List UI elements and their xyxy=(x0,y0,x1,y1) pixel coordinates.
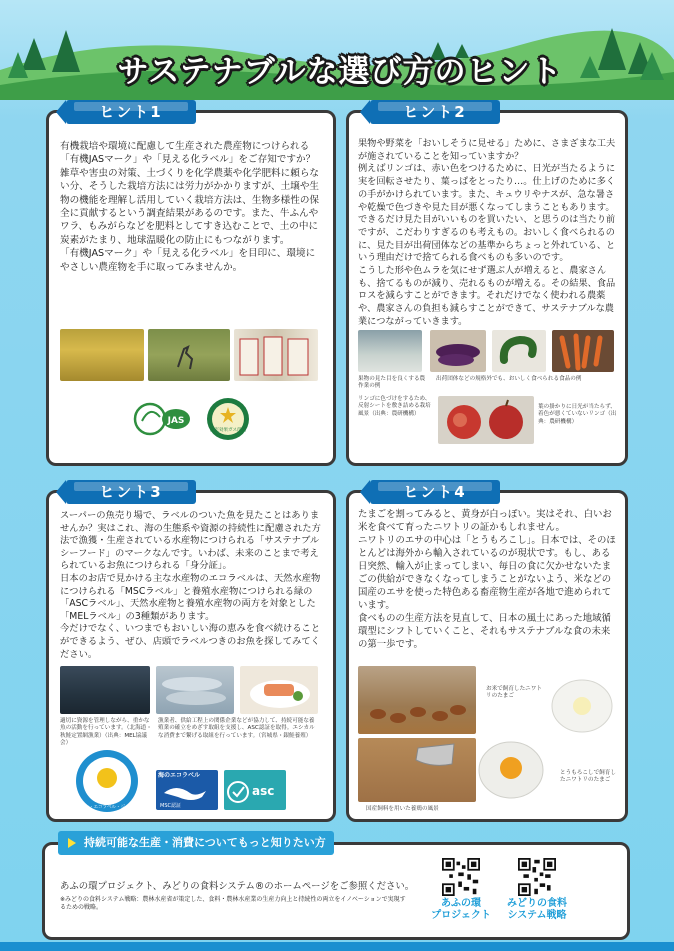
mieruka-mark-text: 温室効果ガス削減 xyxy=(210,428,246,433)
hint2-caption: 出荷団体などの規格外でも、おいしく食べられる食品の例 xyxy=(436,376,582,382)
hint2-paragraph: できるだけ見た目がいいものを買いたい、と思うのは当たり前ですが、こだわりすぎるのも考えもの。おいしく食べられるのに、見た目が出荷団体などの基準からちょっと外れている、という理由だけで捨てられる食べものも多いのです。 xyxy=(358,214,616,264)
msc-text: MSC認証 xyxy=(160,803,181,809)
hint3-paragraph: スーパーの魚売り場で、ラベルのついた魚を見たことはありませんか？実はこれ、海の生態系や資源の持続性に配慮された方法で漁獲・生産されている水産物につけられる「サステナブルシーフード」のマークなんです。いわば、未来のことまで考えられているお魚につけられる「身分証」。 xyxy=(60,510,321,572)
rice-egg-photo xyxy=(548,676,616,736)
eggplant-photo xyxy=(430,330,486,372)
apple-photo xyxy=(438,396,534,444)
fishing-boat-photo xyxy=(60,666,150,714)
hint3-caption: 適切に資源を管理しながら、重かな魚の活動を行っています。（北海道・秋鮭定置網漁業）（出典：MEL協議会） xyxy=(60,718,152,747)
hint4-paragraph: ニワトリのエサの中心は「とうもろこし」。日本では、そのほとんどは海外から輸入されているのが現状です。もし、ある日突然、輸入が止まってしまい、毎日の食に欠かせないたまごの供給ができなくなってしまうことがないよう、米などの国産のエサを使った特色ある畜産物生産が各地で進められています。 xyxy=(358,535,616,611)
hint1-paragraph: 有機栽培や環境に配慮して生産された農産物につけられる「有機JASマーク」や「見える化ラベル」をご存知ですか？雑草や害虫の対策、土づくりを化学農薬や化学肥料に頼らない分、そうした栽培方法には労力がかかりますが、土壌や生物の機能を理解し活用していく栽培方法は、生物多様性の保全に貢献するという調査結果があるのです。また、牛ふんやワラ、もみがらなどを肥料としてすき込むことで、土の中に炭素がたまり、地球温暖化の防止にもつながります。 xyxy=(60,141,320,246)
rice-field-photo xyxy=(60,329,144,381)
qr-label-midori: みどりの食料 システム戦略 xyxy=(507,898,567,921)
hint4-caption: 国産飼料を用いた養鶏の風景 xyxy=(366,806,439,812)
hint3-paragraph: 日本のお店で見かける主な水産物のエコラベルは、天然水産物につけられる「MSCラベル」と養殖水産物につけられる緑の「ASCラベル」、天然水産物と養殖水産物の両方を対象とした「MELラベル」の3種類があります。 xyxy=(60,572,321,622)
hint2-caption: リンゴに色づけをするため、反射シートを敷き詰める栽培風景（出典：農研機構） xyxy=(358,396,431,417)
footer-tab xyxy=(58,831,334,873)
hint2-tab: ヒント2 xyxy=(370,100,500,124)
qr-code-midori[interactable] xyxy=(518,858,556,896)
arrow-icon xyxy=(68,838,76,848)
chicken-barn-photo xyxy=(358,666,476,734)
hint3-tab: ヒント3 xyxy=(66,480,196,504)
hint4-text xyxy=(358,508,616,651)
poster-title-wrap xyxy=(90,46,590,92)
hint1-tab: ヒント1 xyxy=(66,100,196,124)
hint2-paragraph: こうした形や色ムラを気にせず選ぶ人が増えると、農家さんも、捨てるものが減り、売れるものが増える。その結果、食品ロスを減らすことができます。それだけでなく使われる農薬や、農家さんの負担も減らすことができて、サステナブルな農業につながっていきます。 xyxy=(358,265,616,327)
hint3-caption: 漁業者、供給工程上の関係企業などが協力して、持続可能な養殖業の確立をめざす取組を支援し、ASC認証を取得。エシカルな消費まで繋げる取組を行っています。（宮城県・銀鮭養殖） xyxy=(158,718,315,739)
mel-label-mark xyxy=(74,748,140,814)
footer-tab-label: 持続可能な生産・消費についてもっと知りたい方へ xyxy=(84,836,326,873)
salmon-dish-photo xyxy=(240,666,318,714)
bottom-strip xyxy=(0,942,674,951)
hint4-paragraph: たまごを割ってみると、黄身が白っぽい。実はそれ、白いお米を食べて育ったニワトリの証かもしれません。 xyxy=(358,509,612,533)
footer-line1: あふの環プロジェクト、みどりの食料システム®のホームページをご参照ください。 xyxy=(60,881,415,892)
hint2-text xyxy=(358,138,616,329)
msc-label-mark xyxy=(156,770,218,810)
jas-mark-text: JAS xyxy=(167,416,185,426)
asc-label-mark xyxy=(224,770,286,810)
hint1-text xyxy=(60,140,324,274)
hint2-caption: 葉の掛かりに日光が当たらず、着色が悪くていないリンゴ（出典：農研機構） xyxy=(538,404,617,425)
hint4-paragraph: 食べものの生産方法を見直して、日本の風土にあった地域循環型にシフトしていくこと、それもサステナブルな食の未来の第一歩です。 xyxy=(358,613,611,650)
organic-jas-mark xyxy=(132,395,194,443)
asc-text: asc xyxy=(252,784,275,798)
cucumber-photo xyxy=(492,330,546,372)
mel-mark-text: マリン・エコラベル・ジャパン xyxy=(75,805,139,810)
hint4-caption: とうもろこしで飼育したニワトリのたまご xyxy=(560,770,616,784)
salmon-photo xyxy=(156,666,234,714)
qr-label-afunowa: あふの環 プロジェクト xyxy=(431,898,491,921)
orchard-reflect-photo xyxy=(358,330,422,372)
hint3-text xyxy=(60,510,324,661)
hint3-paragraph: 今だけでなく、いつまでもおいしい海の恵みを食べ続けることができるよう、ぜひ、店頭でラベルつきのお魚を探してみてください。 xyxy=(60,623,321,660)
rice-bags-photo xyxy=(234,329,318,381)
msc-title: 海のエコラベル xyxy=(158,772,201,779)
mieruka-label-mark xyxy=(204,395,252,443)
hint2-paragraph: 例えばリンゴは、赤い色をつけるために、日光が当たるように実を回転させたり、葉っぱをとったり…。仕上げのために多くの手がかけられています。また、キュウリやナスが、急な暑さや乾燥で色づきや見た目が悪くなってしまうこともあります。 xyxy=(358,163,616,213)
corn-egg-photo xyxy=(476,738,546,802)
poster-title: サステナブルな選び方のヒント xyxy=(117,54,563,90)
footer-note: ※みどりの食料システム戦略：農林水産省が策定した、食料・農林水産業の生産力向上と持続性の両立をイノベーションで実現するための戦略。 xyxy=(60,896,406,911)
qr-code-afunowa[interactable] xyxy=(442,858,480,896)
hint1-paragraph: 「有機JASマーク」や「見える化ラベル」を目印に、環境にやさしい農産物を手に取ってみませんか。 xyxy=(60,248,316,273)
hint2-paragraph: 果物や野菜を「おいしそうに見せる」ために、さまざまな工夫が施されていることを知っていますか？ xyxy=(358,138,616,162)
carrot-photo xyxy=(552,330,614,372)
heron-paddy-photo xyxy=(148,329,230,381)
feed-scoop-photo xyxy=(358,738,476,802)
hint4-caption: お米で飼育したニワトリのたまご xyxy=(486,686,542,700)
hint2-caption: 果物の見た目を良くする農作業の例 xyxy=(358,376,426,390)
hint4-tab: ヒント4 xyxy=(370,480,500,504)
